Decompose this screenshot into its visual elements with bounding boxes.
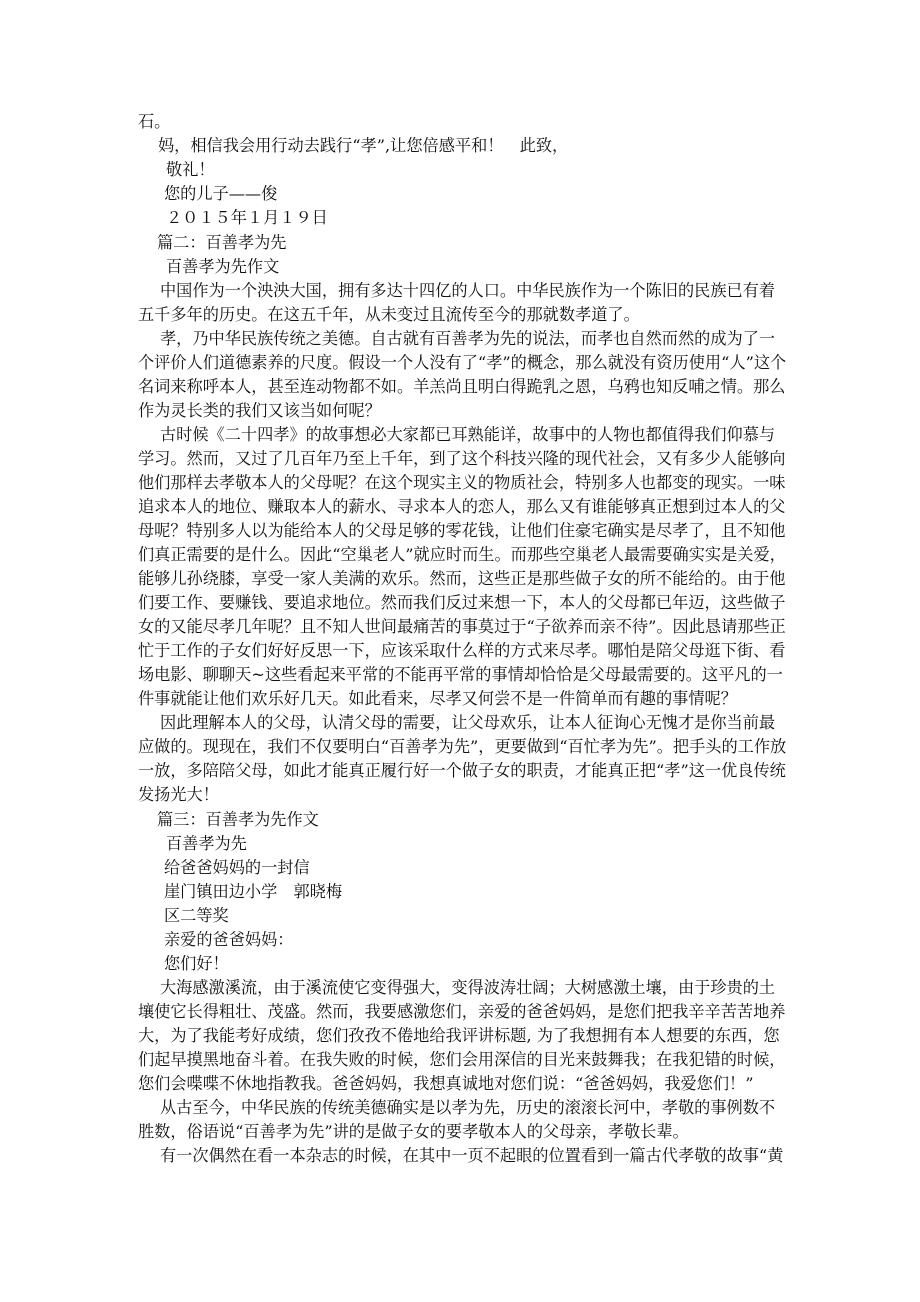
paragraph-line: 中国作为一个泱泱大国，拥有多达十四亿的人口。中华民族作为一个陈旧的民族已有着 [160,281,776,300]
text-line: 敬礼！ [166,160,215,179]
paragraph-line: 们起早摸黑地奋斗着。在我失败的时候，您们会用深信的目光来鼓舞我；在我犯错的时候， [138,1050,786,1069]
paragraph-line: 个评价人们道德素养的尺度。假设一个人没有了“孝”的概念，那么就没有资历使用“人”这个 [138,353,787,372]
paragraph-line: 胜数，俗语说“百善孝为先”讲的是做子女的要孝敬本人的父母亲，孝敬长辈。 [138,1122,689,1141]
paragraph-line: 古时候《二十四孝》的故事想必大家都已耳熟能详，故事中的人物也都值得我们仰慕与 [160,425,776,444]
paragraph-line: 大，为了我能考好成绩，您们孜孜不倦地给我评讲标题, 为了我想拥有本人想要的东西，您 [138,1026,780,1045]
text-line: 妈，相信我会用行动去践行“孝”,让您倍感平和！ 此致， [158,136,569,155]
paragraph-line: 因此理解本人的父母，认清父母的需要，让父母欢乐，让本人征询心无愧才是你当前最 [160,713,776,732]
essay-title: 百善孝为先作文 [166,257,280,276]
paragraph-line: 件事就能让他们欢乐好几天。如此看来，尽孝又何尝不是一件简单而有趣的事情呢？ [138,689,737,708]
paragraph-line: 们要工作、要赚钱、要追求地位。然而我们反过来想一下，本人的父母都已年迈，这些做子 [138,593,786,612]
paragraph-line: 们真正需要的是什么。因此“空巢老人”就应时而生。而那些空巢老人最需要确实实是关爱， [138,545,786,564]
paragraph-line: 一放，多陪陪父母，如此才能真正履行好一个做子女的职责，才能真正把“孝”这一优良传统 [138,761,786,780]
paragraph-line: 发扬光大！ [138,785,219,804]
paragraph-line: 应做的。现现在，我们不仅要明白“百善孝为先”，更要做到“百忙孝为先”。把手头的工作放 [138,737,787,756]
paragraph-line: 能够儿孙绕膝，享受一家人美满的欢乐。然而，这些正是那些做子女的所不能给的。由于他 [138,569,786,588]
author-line: 崖门镇田边小学 郭晓梅 [164,882,343,901]
paragraph-line: 您们会喋喋不休地指教我。爸爸妈妈，我想真诚地对您们说：“爸爸妈妈，我爱您们！” [138,1074,754,1093]
paragraph-line: 有一次偶然在看一本杂志的时候，在其中一页不起眼的位置看到一篇古代孝敬的故事“黄 [160,1146,784,1165]
paragraph-line: 忙于工作的子女们好好反思一下，应该采取什么样的方式来尽孝。哪怕是陪父母逛下街、看 [138,641,786,660]
paragraph-line: 从古至今，中华民族的传统美德确实是以孝为先，历史的滚滚长河中，孝敬的事例数不 [160,1098,776,1117]
section-heading: 篇三：百善孝为先作文 [157,810,319,829]
section-heading: 篇二：百善孝为先 [157,233,287,252]
paragraph-line: 场电影、聊聊天~这些看起来平常的不能再平常的事情却恰恰是父母最需要的。这平凡的一 [138,665,783,684]
paragraph-line: 五千多年的历史。在这五千年，从未变过且流传至今的那就数孝道了。 [138,305,640,324]
paragraph-line: 学习。然而，又过了几百年乃至上千年，到了这个科技兴隆的现代社会，又有多少人能够向 [138,449,786,468]
text-line: 石。 [138,112,171,131]
essay-title: 百善孝为先 [166,834,247,853]
paragraph-line: 母呢？特别多人以为能给本人的父母足够的零花钱，让他们住豪宅确实是尽孝了，且不知他 [138,521,786,540]
paragraph-line: 壤使它长得粗壮、茂盛。然而，我要感激您们，亲爱的爸爸妈妈，是您们把我辛辛苦苦地养 [138,1002,786,1021]
greeting: 您们好！ [164,954,229,973]
award-line: 区二等奖 [164,906,229,925]
paragraph-line: 女的又能尽孝几年呢？且不知人世间最痛苦的事莫过于“子欲养而亲不待”。因此恳请那些正 [138,617,786,636]
paragraph-line: 他们那样去孝敬本人的父母呢？在这个现实主义的物质社会，特别多人也都变的现实。一味 [138,473,786,492]
paragraph-line: 大海感激溪流，由于溪流使它变得强大，变得波涛壮阔；大树感激土壤，由于珍贵的土 [160,978,776,997]
paragraph-line: 孝，乃中华民族传统之美德。自古就有百善孝为先的说法，而孝也自然而然的成为了一 [160,329,776,348]
text-line: ２０１５年１月１９日 [166,208,328,227]
paragraph-line: 名词来称呼本人，甚至连动物都不如。羊羔尚且明白得跪乳之恩，乌鸦也知反哺之情。那么 [138,377,786,396]
letter-title: 给爸爸妈妈的一封信 [164,858,310,877]
paragraph-line: 追求本人的地位、赚取本人的薪水、寻求本人的恋人，那么又有谁能够真正想到过本人的父 [138,497,786,516]
paragraph-line: 作为灵长类的我们又该当如何呢？ [138,401,381,420]
salutation: 亲爱的爸爸妈妈： [164,930,294,949]
text-line: 您的儿子——俊 [164,184,278,203]
